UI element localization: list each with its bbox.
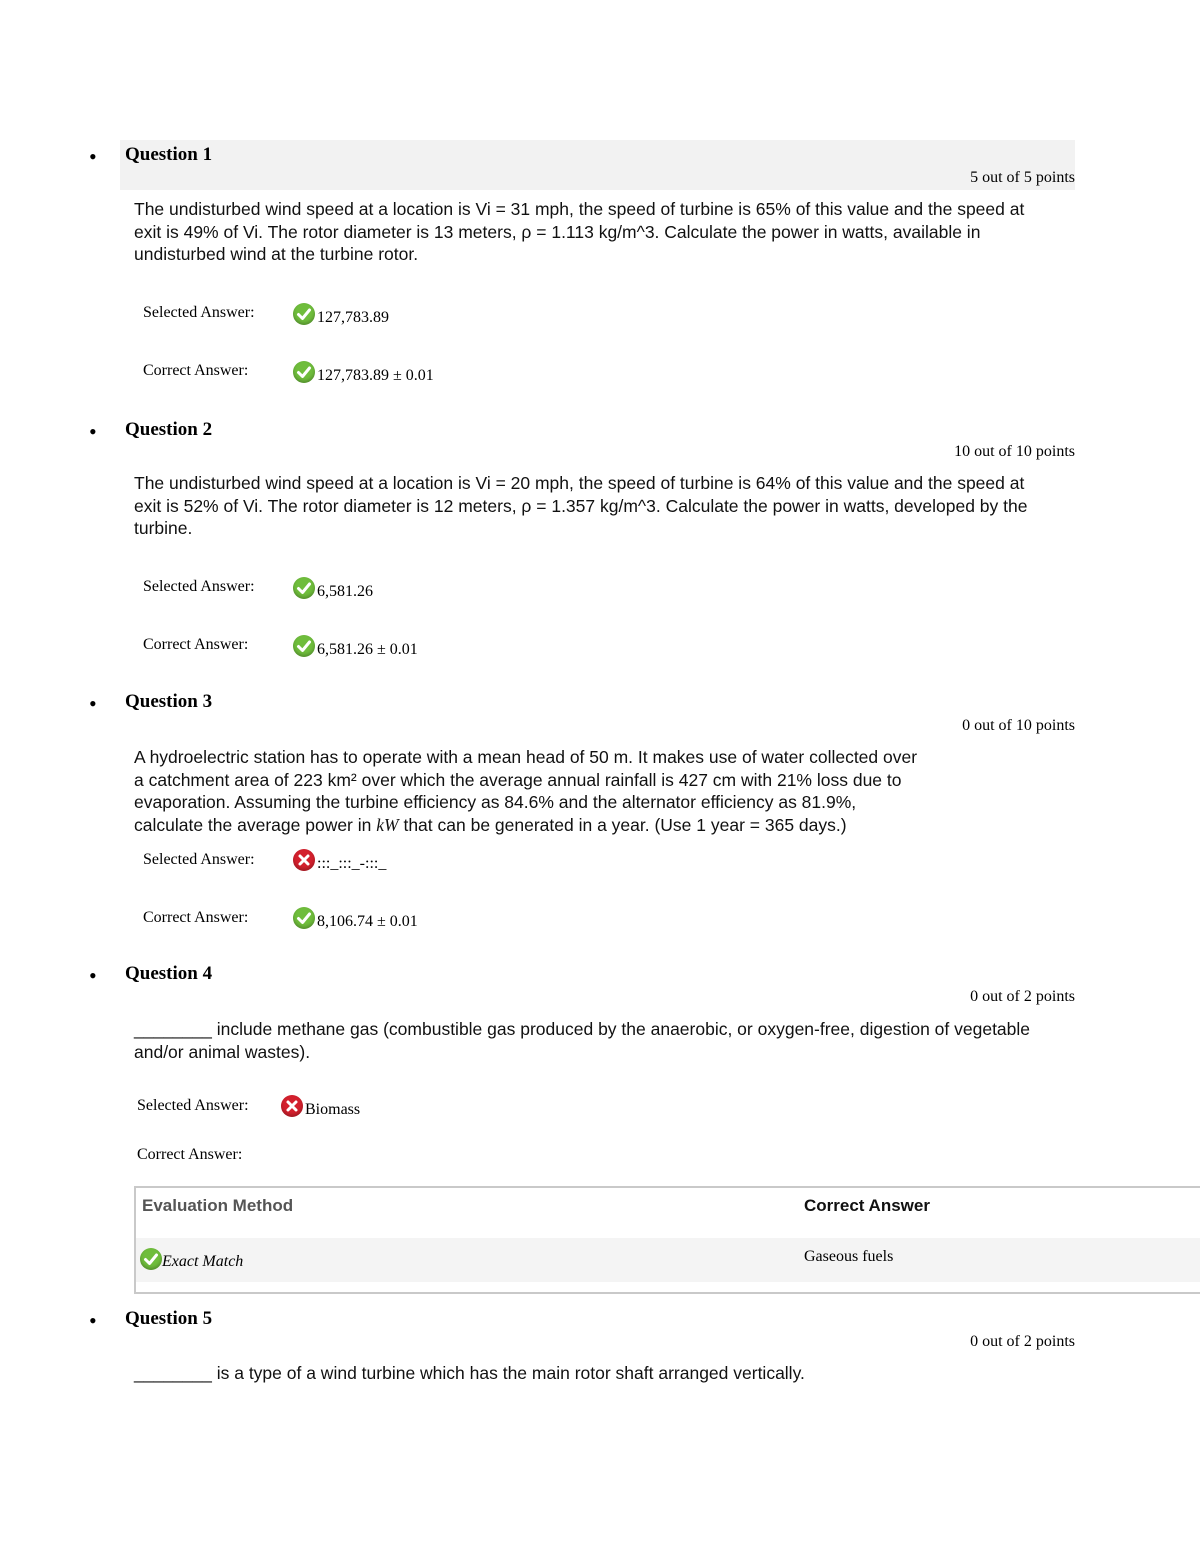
correct-answer <box>293 361 434 383</box>
correct-answer-label: Correct Answer: <box>137 1146 243 1163</box>
selected-answer-value: :::_:::_-:::_ <box>317 855 387 872</box>
question-text-line: calculate the average power in kW that can be generated in a year. (Use 1 year = 365 days.) <box>134 814 847 835</box>
question-text: The undisturbed wind speed at a location is Vi = 20 mph, the speed of turbine is 64% of this value and the speed at exit is 52% of Vi. The rotor diameter is 12 meters, ρ = 1.357 kg/m^3. Calculate the power in watts, developed by the turbine. <box>134 473 1028 538</box>
question-text <box>134 746 1134 836</box>
correct-answer-value: 127,783.89 ± 0.01 <box>317 367 434 384</box>
question-title: Question 1 <box>125 144 213 165</box>
points-score: 5 out of 5 points <box>970 169 1075 186</box>
table-row <box>136 1238 1200 1282</box>
points-score: 10 out of 10 points <box>954 443 1075 460</box>
selected-answer <box>293 577 373 599</box>
correct-answer-label: Correct Answer: <box>143 909 249 926</box>
check-circle-icon <box>293 907 315 929</box>
check-circle-icon <box>293 577 315 599</box>
correct-answer-cell: Gaseous fuels <box>804 1248 894 1265</box>
selected-answer-value: Biomass <box>305 1101 361 1118</box>
selected-answer-label: Selected Answer: <box>143 304 255 321</box>
selected-answer-value: 6,581.26 <box>317 583 373 600</box>
correct-answer-value: 8,106.74 ± 0.01 <box>317 913 418 930</box>
selected-answer <box>293 303 389 325</box>
correct-answer <box>293 635 418 657</box>
selected-answer <box>281 1095 360 1117</box>
correct-answer-value: 6,581.26 ± 0.01 <box>317 641 418 658</box>
evaluation-method-value: Exact Match <box>162 1253 244 1270</box>
check-circle-icon <box>293 635 315 657</box>
bullet: • <box>89 1308 97 1333</box>
check-circle-icon <box>293 361 315 383</box>
bullet: • <box>89 963 97 988</box>
bullet: • <box>89 419 97 444</box>
question-title: Question 2 <box>125 419 213 440</box>
points-score: 0 out of 10 points <box>962 717 1075 734</box>
unit-kw: kW <box>376 814 399 835</box>
correct-answer-label: Correct Answer: <box>143 636 249 653</box>
selected-answer <box>293 849 386 871</box>
table-header-evaluation-method: Evaluation Method <box>142 1196 294 1215</box>
correct-answer-label: Correct Answer: <box>143 362 249 379</box>
question-text-line: a catchment area of 223 km² over which the average annual rainfall is 427 cm with 21% loss due to <box>134 769 902 790</box>
evaluation-method-cell <box>140 1248 243 1270</box>
points-score: 0 out of 2 points <box>970 988 1075 1005</box>
question-text: The undisturbed wind speed at a location is Vi = 31 mph, the speed of turbine is 65% of this value and the speed at exit is 49% of Vi. The rotor diameter is 13 meters, ρ = 1.113 kg/m^3. Calculate the power in watts, available in undisturbed wind at the turbine rotor. <box>134 199 1025 264</box>
selected-answer-label: Selected Answer: <box>143 578 255 595</box>
x-circle-icon <box>281 1095 303 1117</box>
question-title: Question 5 <box>125 1308 213 1329</box>
question-text: ________ include methane gas (combustible gas produced by the anaerobic, or oxygen-free, digestion of vegetable and/or animal wastes). <box>134 1019 1031 1062</box>
question-1-header-bg <box>120 140 1075 190</box>
question-text-line: evaporation. Assuming the turbine efficiency as 84.6% and the alternator efficiency as 81.9%, <box>134 792 857 812</box>
check-circle-icon <box>293 303 315 325</box>
selected-answer-label: Selected Answer: <box>137 1097 249 1114</box>
question-text: ________ is a type of a wind turbine which has the main rotor shaft arranged vertically. <box>134 1363 805 1383</box>
check-circle-icon <box>140 1248 162 1270</box>
table-header-correct-answer: Correct Answer <box>804 1196 930 1215</box>
question-text-line: A hydroelectric station has to operate with a mean head of 50 m. It makes use of water collected over <box>134 747 918 767</box>
bullet: • <box>89 144 97 169</box>
correct-answer <box>293 907 418 929</box>
question-title: Question 4 <box>125 963 213 984</box>
correct-answer-table <box>134 1186 1200 1294</box>
selected-answer-value: 127,783.89 <box>317 309 389 326</box>
selected-answer-label: Selected Answer: <box>143 851 255 868</box>
bullet: • <box>89 691 97 716</box>
question-title: Question 3 <box>125 691 213 712</box>
points-score: 0 out of 2 points <box>970 1333 1075 1350</box>
x-circle-icon <box>293 849 315 871</box>
